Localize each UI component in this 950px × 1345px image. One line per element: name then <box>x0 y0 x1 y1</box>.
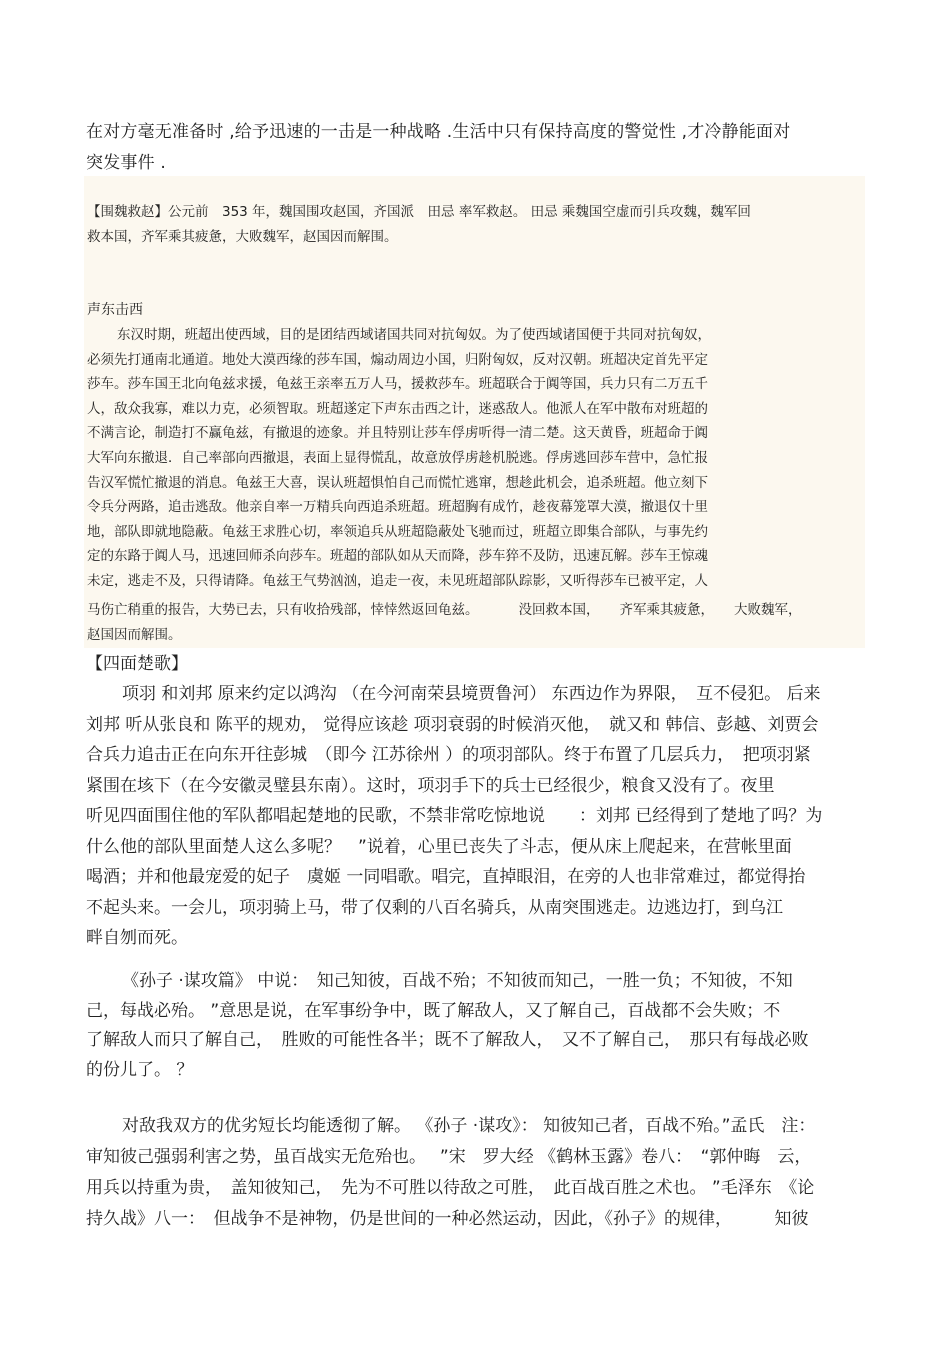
shengdongjixi-title: 声东击西 <box>87 302 143 318</box>
simianchuge-line: 喝酒；并和他最宠爱的妃子 虞姬 一同唱歌。唱完，直掉眼泪，在旁的人也非常难过，都觉得抬 <box>86 867 806 887</box>
shengdongjixi-tail-line-2: 赵国因而解围。 <box>87 626 182 643</box>
weiweijiuzhao-paragraph <box>87 200 847 250</box>
simianchuge-line: 项羽 和刘邦 原来约定以鸿沟 （在今河南荣县境贾鲁河） 东西边作为界限， 互不侵犯。 后来 <box>122 684 821 704</box>
shengdongjixi-line: 未定，逃走不及，只得请降。龟兹王气势汹汹，追走一夜，未见班超部队踪影，又听得莎车已被平定，人 <box>87 572 708 589</box>
shengdongjixi-line: 令兵分两路，追击逃敌。他亲自率一万精兵向西追杀班超。班超胸有成竹，趁夜幕笼罩大漠，撤退仅十里 <box>87 499 708 516</box>
shengdongjixi-line: 必须先打通南北通道。地处大漠西缘的莎车国，煽动周边小国，归附匈奴，反对汉朝。班超决定首先平定 <box>87 351 708 368</box>
simianchuge-line: 合兵力追击正在向东开往彭城 （即今 江苏徐州 ）的项羽部队。终于布置了几层兵力， 把项羽紧 <box>86 745 811 765</box>
final-line: 用兵以持重为贵， 盖知彼知己， 先为不可胜以待敌之可胜， 此百战百胜之术也。 ”毛泽东 《论 <box>86 1178 815 1198</box>
final-line: 持久战》八一： 但战争不是神物，仍是世间的一种必然运动，因此，《孙子》的规律， 知彼 <box>86 1209 809 1229</box>
shengdongjixi-body <box>87 323 777 594</box>
shengdongjixi-line: 人，敌众我寡，难以力克，必须智取。班超遂定下声东击西之计，迷惑敌人。他派人在军中散布对班超的 <box>87 400 708 417</box>
simianchuge-line: 听见四面围住他的军队都唱起楚地的民歌，不禁非常吃惊地说 ：刘邦 已经得到了楚地了吗？为 <box>86 806 823 826</box>
simianchuge-line: 不起头来。一会儿，项羽骑上马，带了仅剩的八百名骑兵，从南突围逃走。边逃边打，到乌江 <box>86 897 783 918</box>
shengdongjixi-line: 告汉军慌忙撤退的消息。龟兹王大喜，误认班超惧怕自己而慌忙逃窜，想趁此机会，追杀班超。他立刻下 <box>87 474 708 491</box>
shengdongjixi-line: 东汉时期，班超出使西域，目的是团结西域诸国共同对抗匈奴。为了使西域诸国便于共同对抗匈奴， <box>117 327 711 343</box>
sunzi-line: 《孙子 ·谋攻篇》 中说： 知己知彼，百战不殆；不知彼而知己，一胜一负；不知彼，不知 <box>122 971 793 991</box>
shengdongjixi-tail <box>87 598 862 647</box>
weiweijiuzhao-line-1: 【围魏救赵】公元前 353 年，魏国围攻赵国，齐国派 田忌 率军救赵。 田忌 乘魏国空虚而引兵攻魏，魏军回 <box>87 204 751 220</box>
sunzi-line: 了解敌人而只了解自己， 胜败的可能性各半；既不了解敌人， 又不了解自己， 那只有每战必败 <box>86 1030 809 1050</box>
shengdongjixi-line: 大军向东撤退．自己率部向西撤退，表面上显得慌乱，故意放俘虏趁机脱逃。俘虏逃回莎车营中，急忙报 <box>87 449 708 466</box>
simianchuge-line: 畔自刎而死。 <box>86 928 188 948</box>
simianchuge-line: 刘邦 听从张良和 陈平的规劝， 觉得应该趁 项羽衰弱的时候消灭他， 就又和 韩信、彭越、刘贾会 <box>86 714 819 735</box>
intro-line-1: 在对方毫无准备时 ,给予迅速的一击是一种战略 .生活中只有保持高度的警觉性 ,才冷静能面对 <box>86 122 791 142</box>
intro-line-2: 突发事件 . <box>86 153 167 173</box>
shengdongjixi-line: 地，部队即就地隐蔽。龟兹王求胜心切，率领追兵从班超隐蔽处飞驰而过，班超立即集合部队，与事先约 <box>87 523 708 540</box>
sunzi-paragraph <box>86 967 861 1085</box>
simianchuge-body <box>86 679 866 954</box>
shengdongjixi-line: 不满言论，制造打不赢龟兹，有撤退的迹象。并且特别让莎车俘虏听得一清二楚。这天黄昏，班超命于阗 <box>87 425 708 442</box>
final-paragraph <box>86 1111 866 1235</box>
simianchuge-line: 什么他的部队里面楚人这么多呢？ ”说着，心里已丧失了斗志，便从床上爬起来，在营帐里面 <box>86 836 792 857</box>
weiweijiuzhao-line-2: 救本国，齐军乘其疲惫，大败魏军，赵国因而解围。 <box>87 229 398 245</box>
simianchuge-line: 紧围在垓下（在今安徽灵璧县东南）。这时，项羽手下的兵士已经很少，粮食又没有了。夜里 <box>86 775 775 796</box>
shengdongjixi-line: 莎车。莎车国王北向龟兹求援，龟兹王亲率五万人马，援救莎车。班超联合于阗等国，兵力只有二万五千 <box>87 376 708 393</box>
shengdongjixi-tail-line-1: 马伤亡稍重的报告，大势已去，只有收拾残部，悻悻然返回龟兹。 没回救本国， 齐军乘其疲惫， 大败魏军， <box>87 602 802 618</box>
final-line: 对敌我双方的优劣短长均能透彻了解。 《孙子 ·谋攻》： 知彼知己者，百战不殆。”孟氏 注： <box>122 1116 816 1136</box>
final-line: 审知彼己强弱利害之势，虽百战实无危殆也。 ”宋 罗大经 《鹤林玉露》卷八： “郭仲晦 云， <box>86 1147 812 1167</box>
sunzi-line: 的份儿了。 ？ <box>86 1059 194 1080</box>
shengdongjixi-line: 定的东路于阗人马，迅速回师杀向莎车。班超的部队如从天而降，莎车猝不及防，迅速瓦解。莎车王惊魂 <box>87 548 708 565</box>
intro-paragraph <box>86 117 866 179</box>
sunzi-line: 己，每战必殆。 ”意思是说，在军事纷争中，既了解敌人，又了解自己，百战都不会失败；不 <box>86 1000 781 1021</box>
simianchuge-title: 【四面楚歌】 <box>86 654 188 674</box>
